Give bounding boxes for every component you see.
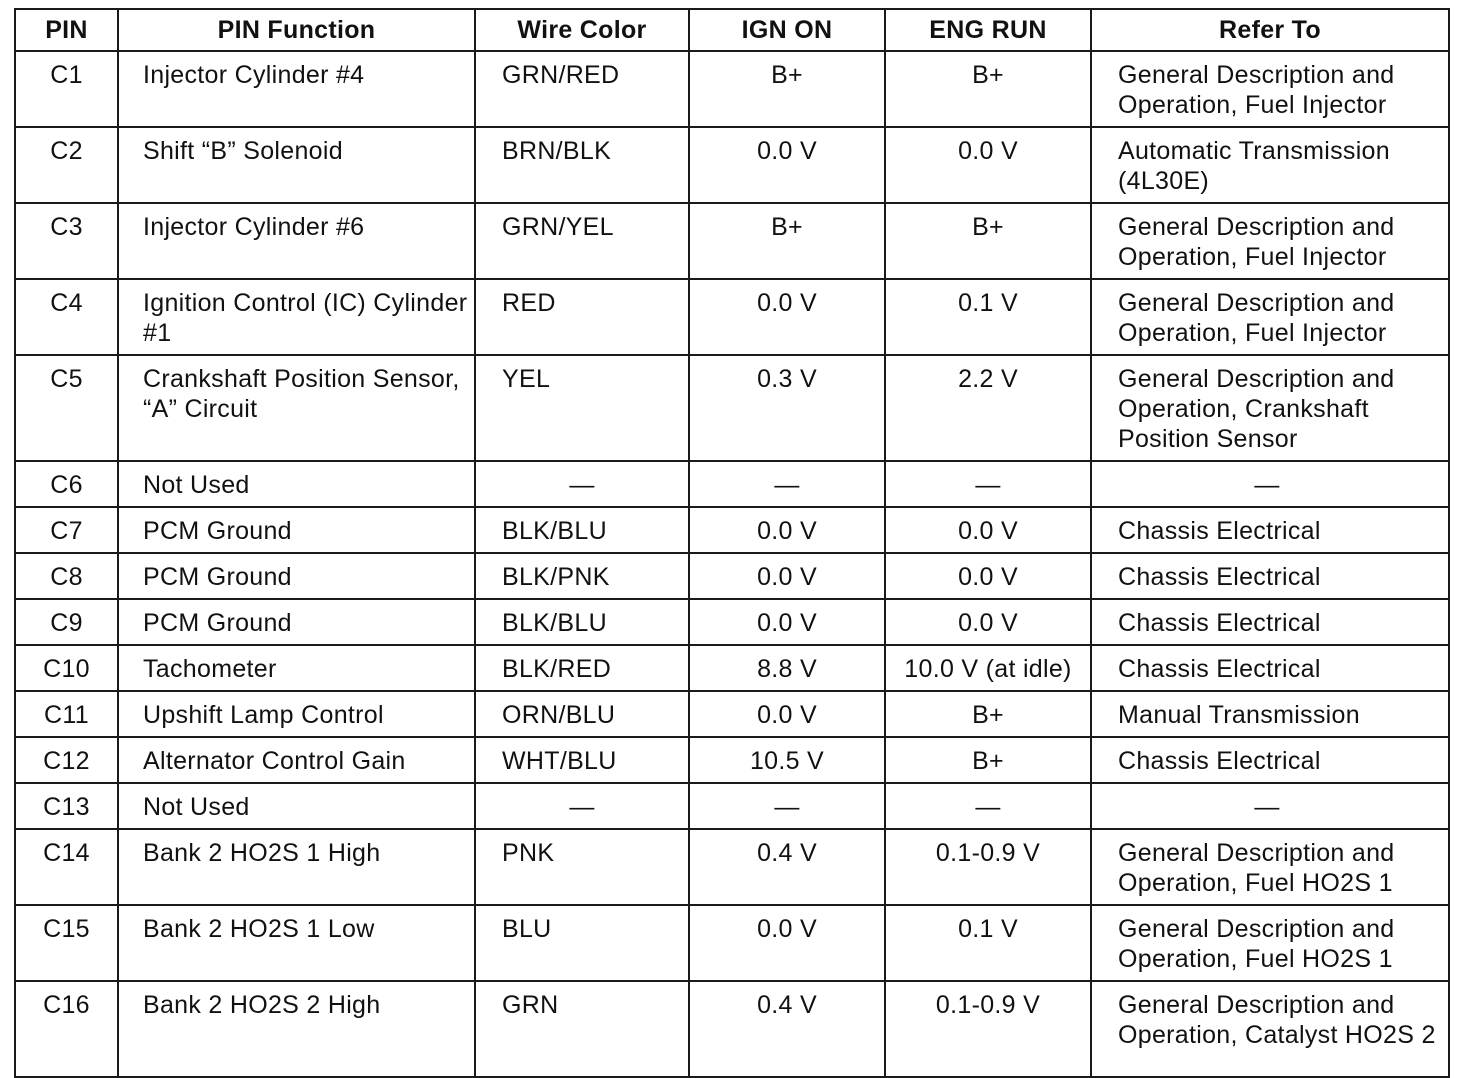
wire-color-cell: BLK/RED [475, 645, 689, 691]
refer-to-cell: General Description and Operation, Fuel HO2S 1 [1091, 905, 1449, 981]
function-cell: Not Used [118, 783, 475, 829]
eng-run-cell: 10.0 V (at idle) [885, 645, 1091, 691]
pin-cell: C11 [15, 691, 118, 737]
refer-to-cell: — [1091, 783, 1449, 829]
table-row [15, 691, 1449, 737]
eng-run-cell: 0.1 V [885, 279, 1091, 355]
pin-cell: C8 [15, 553, 118, 599]
wire-color-cell: WHT/BLU [475, 737, 689, 783]
table-row [15, 355, 1449, 461]
refer-to-cell: General Description and Operation, Fuel Injector [1091, 203, 1449, 279]
wire-color-cell: GRN [475, 981, 689, 1077]
eng-run-cell: 0.1 V [885, 905, 1091, 981]
pin-cell: C1 [15, 51, 118, 127]
eng-run-cell: B+ [885, 51, 1091, 127]
pin-cell: C2 [15, 127, 118, 203]
refer-to-cell: General Description and Operation, Fuel HO2S 1 [1091, 829, 1449, 905]
wire-color-cell: BLU [475, 905, 689, 981]
function-cell: PCM Ground [118, 599, 475, 645]
pin-cell: C3 [15, 203, 118, 279]
table-row [15, 829, 1449, 905]
col-header-wire-color: Wire Color [475, 9, 689, 51]
table-row [15, 783, 1449, 829]
ign-on-cell: 0.0 V [689, 691, 885, 737]
wire-color-cell: BLK/BLU [475, 507, 689, 553]
ign-on-cell: 10.5 V [689, 737, 885, 783]
eng-run-cell: 0.0 V [885, 507, 1091, 553]
eng-run-cell: 0.0 V [885, 127, 1091, 203]
function-cell: Tachometer [118, 645, 475, 691]
function-cell: PCM Ground [118, 553, 475, 599]
wire-color-cell: BLK/BLU [475, 599, 689, 645]
ign-on-cell: 0.0 V [689, 127, 885, 203]
ign-on-cell: B+ [689, 203, 885, 279]
eng-run-cell: 0.0 V [885, 599, 1091, 645]
pin-cell: C4 [15, 279, 118, 355]
col-header-refer-to: Refer To [1091, 9, 1449, 51]
table-row [15, 599, 1449, 645]
function-cell: Not Used [118, 461, 475, 507]
wire-color-cell: PNK [475, 829, 689, 905]
function-cell: Injector Cylinder #4 [118, 51, 475, 127]
table-row [15, 905, 1449, 981]
wire-color-cell: GRN/RED [475, 51, 689, 127]
refer-to-cell: General Description and Operation, Fuel Injector [1091, 51, 1449, 127]
wire-color-cell: RED [475, 279, 689, 355]
wire-color-cell: BRN/BLK [475, 127, 689, 203]
table-row [15, 645, 1449, 691]
function-cell: Ignition Control (IC) Cylinder #1 [118, 279, 475, 355]
pin-cell: C10 [15, 645, 118, 691]
function-cell: PCM Ground [118, 507, 475, 553]
ign-on-cell: 0.0 V [689, 905, 885, 981]
eng-run-cell: B+ [885, 203, 1091, 279]
table-row [15, 981, 1449, 1077]
refer-to-cell: Chassis Electrical [1091, 645, 1449, 691]
wire-color-cell: — [475, 461, 689, 507]
ign-on-cell: 0.4 V [689, 981, 885, 1077]
pin-cell: C6 [15, 461, 118, 507]
refer-to-cell: Manual Transmission [1091, 691, 1449, 737]
ign-on-cell: — [689, 461, 885, 507]
col-header-ign-on: IGN ON [689, 9, 885, 51]
refer-to-cell: Chassis Electrical [1091, 737, 1449, 783]
pin-cell: C5 [15, 355, 118, 461]
function-cell: Alternator Control Gain [118, 737, 475, 783]
table-row [15, 461, 1449, 507]
eng-run-cell: 2.2 V [885, 355, 1091, 461]
table-row [15, 51, 1449, 127]
ign-on-cell: 0.3 V [689, 355, 885, 461]
function-cell: Upshift Lamp Control [118, 691, 475, 737]
table-row [15, 507, 1449, 553]
ign-on-cell: 0.0 V [689, 599, 885, 645]
ign-on-cell: 0.0 V [689, 553, 885, 599]
col-header-eng-run: ENG RUN [885, 9, 1091, 51]
table-row [15, 737, 1449, 783]
eng-run-cell: 0.0 V [885, 553, 1091, 599]
ign-on-cell: — [689, 783, 885, 829]
table-row [15, 279, 1449, 355]
wire-color-cell: ORN/BLU [475, 691, 689, 737]
wire-color-cell: — [475, 783, 689, 829]
pin-cell: C15 [15, 905, 118, 981]
col-header-pin-function: PIN Function [118, 9, 475, 51]
function-cell: Bank 2 HO2S 1 Low [118, 905, 475, 981]
eng-run-cell: — [885, 783, 1091, 829]
function-cell: Shift “B” Solenoid [118, 127, 475, 203]
function-cell: Bank 2 HO2S 2 High [118, 981, 475, 1077]
eng-run-cell: — [885, 461, 1091, 507]
table-row [15, 203, 1449, 279]
ign-on-cell: 8.8 V [689, 645, 885, 691]
eng-run-cell: B+ [885, 691, 1091, 737]
refer-to-cell: — [1091, 461, 1449, 507]
refer-to-cell: Chassis Electrical [1091, 599, 1449, 645]
eng-run-cell: B+ [885, 737, 1091, 783]
refer-to-cell: Chassis Electrical [1091, 507, 1449, 553]
refer-to-cell: General Description and Operation, Crankshaft Position Sensor [1091, 355, 1449, 461]
function-cell: Crankshaft Position Sensor, “A” Circuit [118, 355, 475, 461]
pin-cell: C9 [15, 599, 118, 645]
pin-table [14, 8, 1450, 1078]
table-header-row [15, 9, 1449, 51]
wire-color-cell: YEL [475, 355, 689, 461]
refer-to-cell: General Description and Operation, Catalyst HO2S 2 [1091, 981, 1449, 1077]
pin-cell: C7 [15, 507, 118, 553]
refer-to-cell: General Description and Operation, Fuel Injector [1091, 279, 1449, 355]
table-row [15, 553, 1449, 599]
ign-on-cell: 0.0 V [689, 279, 885, 355]
pin-cell: C12 [15, 737, 118, 783]
pin-cell: C13 [15, 783, 118, 829]
refer-to-cell: Chassis Electrical [1091, 553, 1449, 599]
refer-to-cell: Automatic Transmission (4L30E) [1091, 127, 1449, 203]
pin-cell: C14 [15, 829, 118, 905]
function-cell: Bank 2 HO2S 1 High [118, 829, 475, 905]
eng-run-cell: 0.1-0.9 V [885, 981, 1091, 1077]
function-cell: Injector Cylinder #6 [118, 203, 475, 279]
wire-color-cell: GRN/YEL [475, 203, 689, 279]
col-header-pin: PIN [15, 9, 118, 51]
ign-on-cell: 0.0 V [689, 507, 885, 553]
pin-cell: C16 [15, 981, 118, 1077]
ign-on-cell: 0.4 V [689, 829, 885, 905]
wire-color-cell: BLK/PNK [475, 553, 689, 599]
ign-on-cell: B+ [689, 51, 885, 127]
eng-run-cell: 0.1-0.9 V [885, 829, 1091, 905]
table-row [15, 127, 1449, 203]
